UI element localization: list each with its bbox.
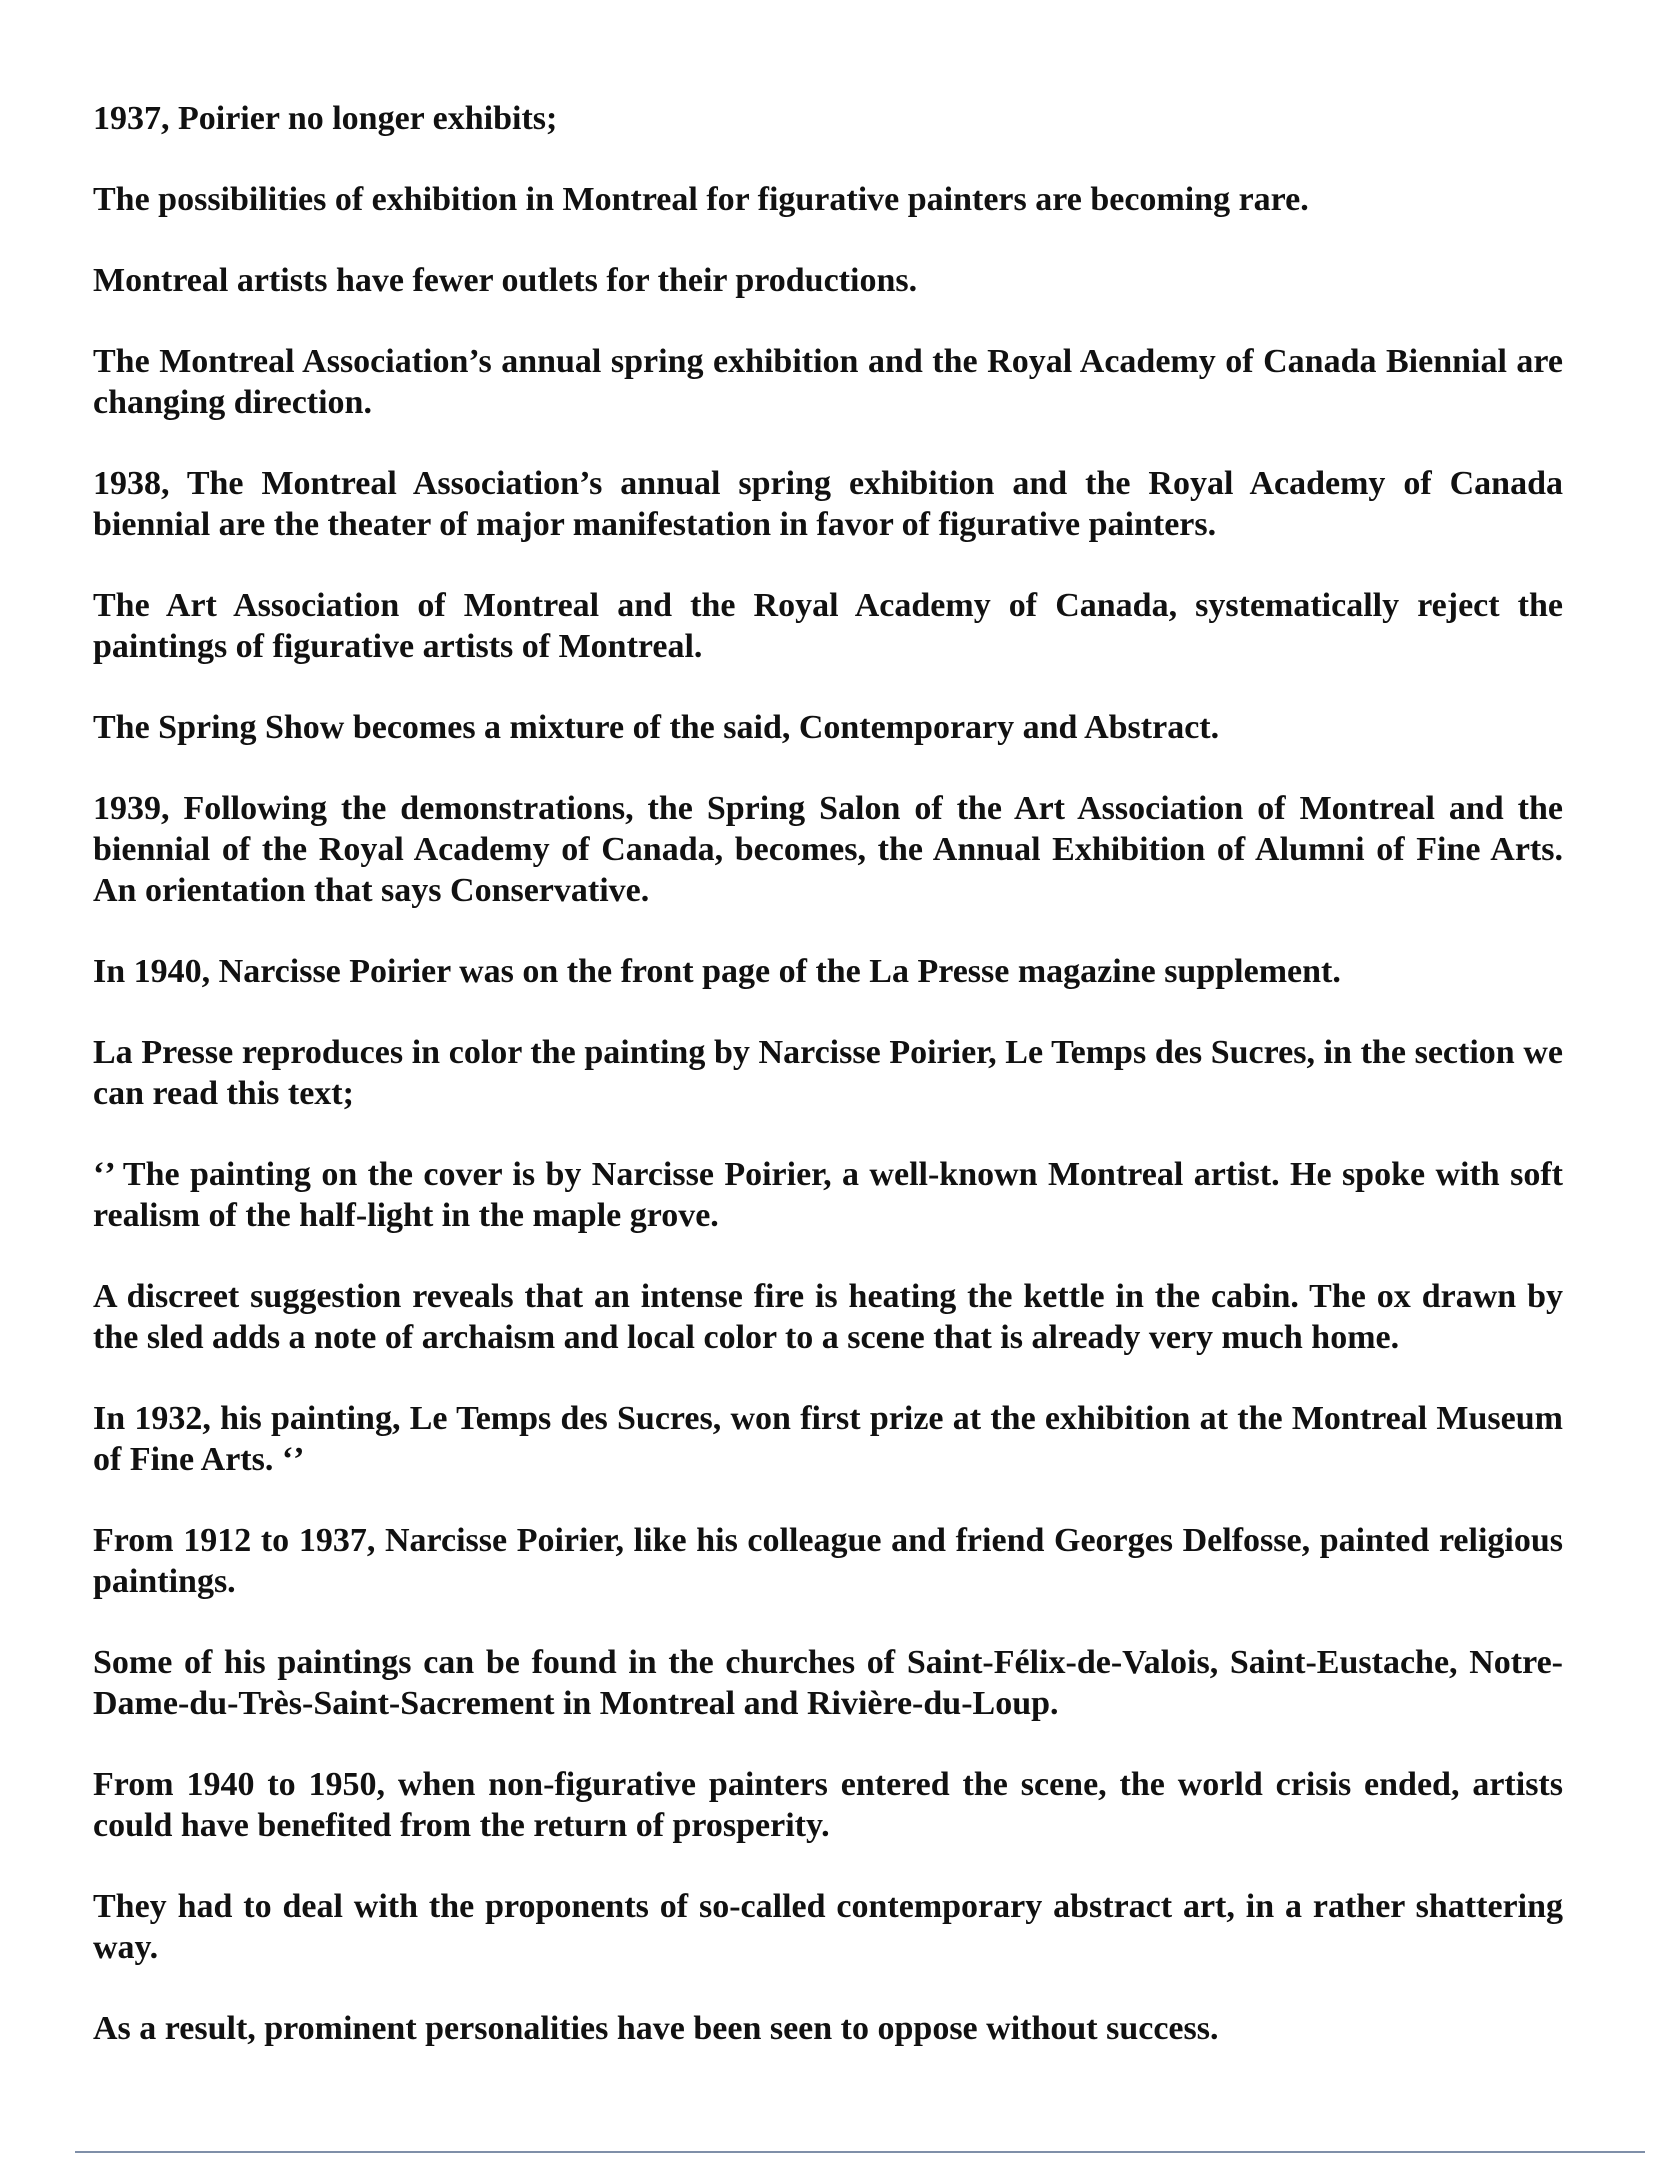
paragraph-14: From 1912 to 1937, Narcisse Poirier, like his colleague and friend Georges Delfosse, painted religious paintings. (93, 1522, 1563, 1600)
paragraph-16: From 1940 to 1950, when non-figurative painters entered the scene, the world crisis ended, artists could have benefited from the return of prosperity. (93, 1766, 1563, 1844)
paragraph-3: Montreal artists have fewer outlets for their productions. (93, 262, 918, 299)
paragraph-1: 1937, Poirier no longer exhibits; (93, 100, 558, 137)
paragraph-9: In 1940, Narcisse Poirier was on the front page of the La Presse magazine supplement. (93, 953, 1341, 990)
paragraph-12: A discreet suggestion reveals that an intense fire is heating the kettle in the cabin. The ox drawn by the sled adds a note of archaism and local color to a scene that is already very much home. (93, 1278, 1563, 1356)
paragraph-15: Some of his paintings can be found in the churches of Saint-Félix-de-Valois, Saint-Eustache, Notre-Dame-du-Très-Saint-Sacrement in Montreal and Rivière-du-Loup. (93, 1644, 1563, 1722)
paragraph-13: In 1932, his painting, Le Temps des Sucres, won first prize at the exhibition at the Montreal Museum of Fine Arts. ‘’ (93, 1400, 1563, 1478)
page-bottom-rule (75, 2151, 1645, 2153)
paragraph-10: La Presse reproduces in color the painting by Narcisse Poirier, Le Temps des Sucres, in the section we can read this text; (93, 1034, 1563, 1112)
paragraph-8: 1939, Following the demonstrations, the Spring Salon of the Art Association of Montreal and the biennial of the Royal Academy of Canada, becomes, the Annual Exhibition of Alumni of Fine Arts. An orientation that says Conservative. (93, 790, 1563, 909)
paragraph-17: They had to deal with the proponents of so-called contemporary abstract art, in a rather shattering way. (93, 1888, 1563, 1966)
document-body (93, 98, 1563, 2089)
paragraph-4: The Montreal Association’s annual spring exhibition and the Royal Academy of Canada Biennial are changing direction. (93, 343, 1563, 421)
paragraph-6: The Art Association of Montreal and the Royal Academy of Canada, systematically reject the paintings of figurative artists of Montreal. (93, 587, 1563, 665)
paragraph-5: 1938, The Montreal Association’s annual spring exhibition and the Royal Academy of Canada biennial are the theater of major manifestation in favor of figurative painters. (93, 465, 1563, 543)
paragraph-11: ‘’ The painting on the cover is by Narcisse Poirier, a well-known Montreal artist. He spoke with soft realism of the half-light in the maple grove. (93, 1156, 1563, 1234)
paragraph-2: The possibilities of exhibition in Montreal for figurative painters are becoming rare. (93, 181, 1309, 218)
paragraph-7: The Spring Show becomes a mixture of the said, Contemporary and Abstract. (93, 709, 1220, 746)
paragraph-18: As a result, prominent personalities have been seen to oppose without success. (93, 2010, 1219, 2047)
